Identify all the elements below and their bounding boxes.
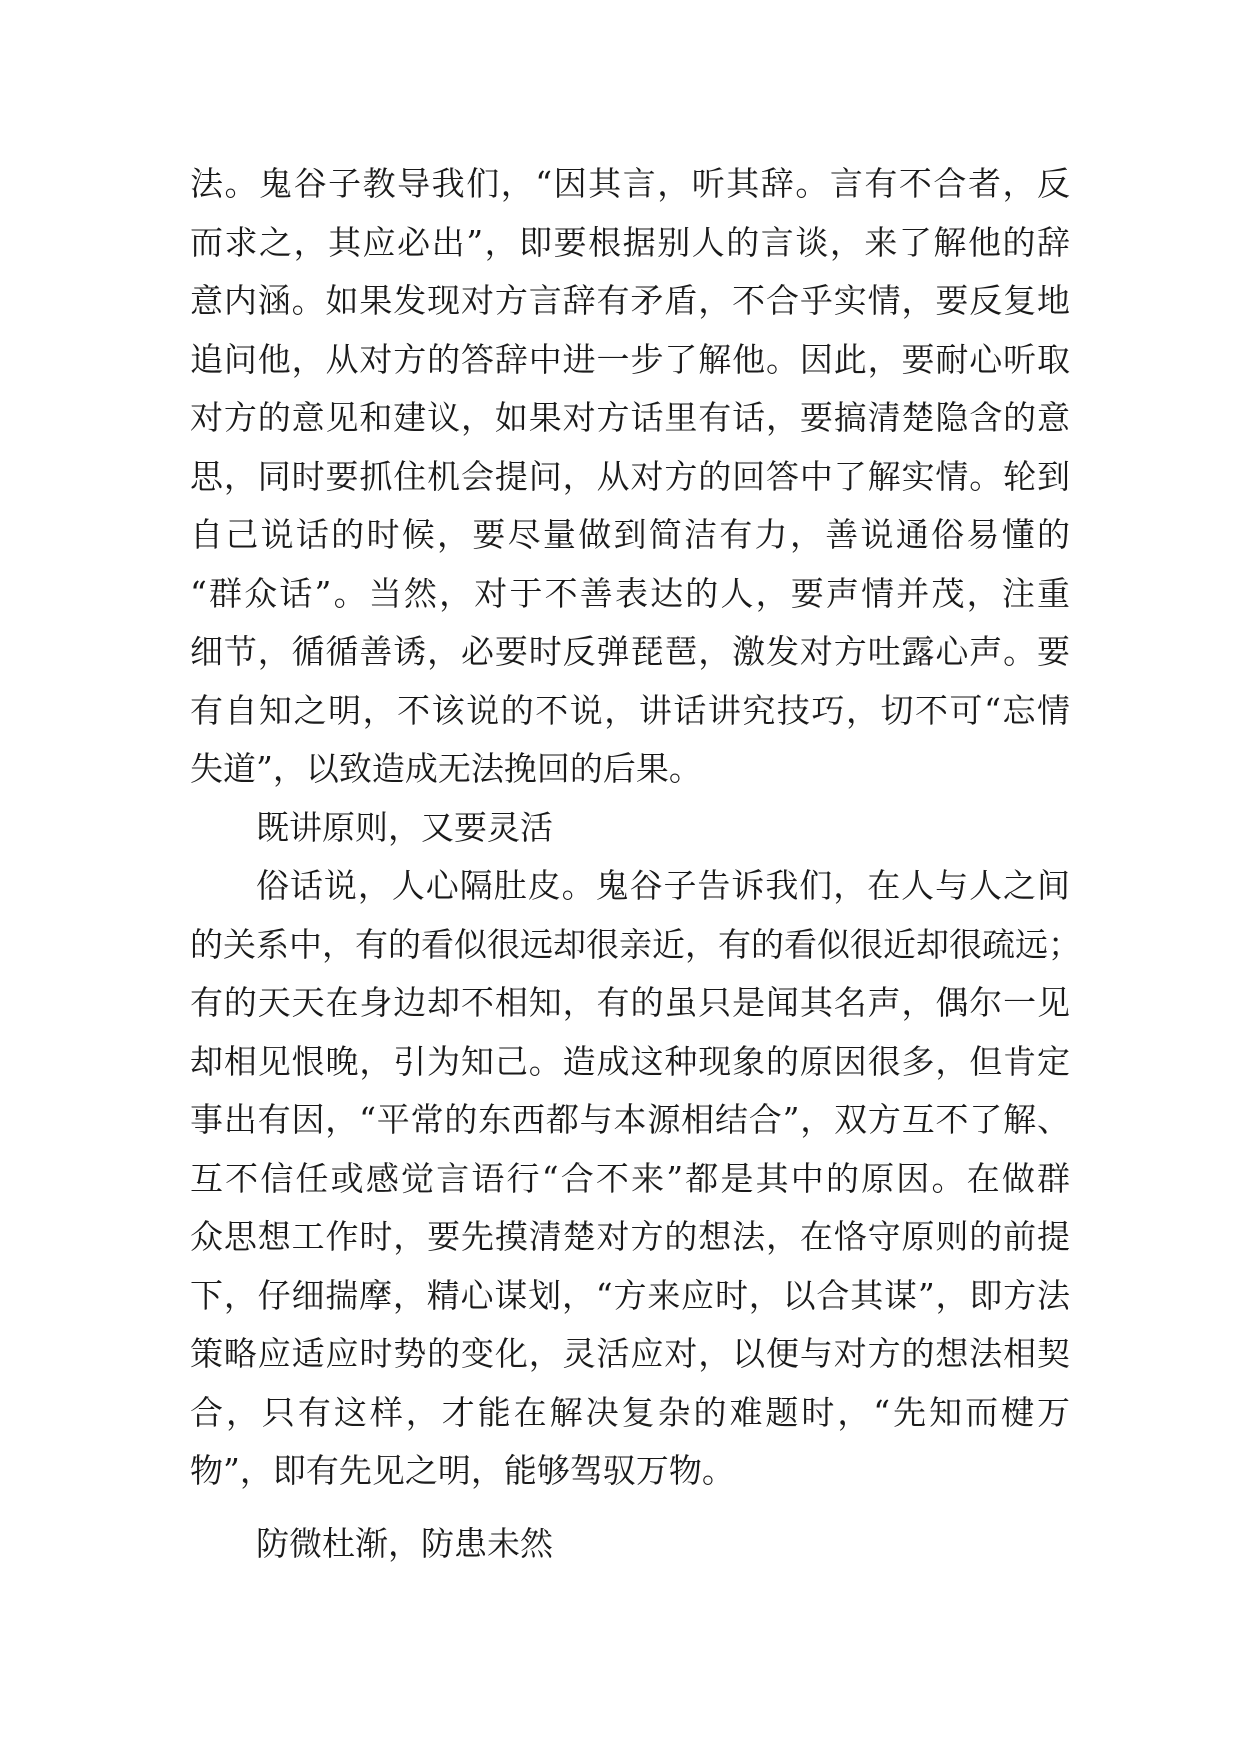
text-line: 事出有因，“平常的东西都与本源相结合”，双方互不了解、 — [190, 1100, 1070, 1139]
text-line: 法。鬼谷子教导我们，“因其言，听其辞。言有不合者，反 — [190, 164, 1070, 203]
section-heading: 既讲原则，又要灵活 — [256, 807, 553, 847]
text-line: 却相见恨晚，引为知己。造成这种现象的原因很多，但肯定 — [190, 1041, 1070, 1081]
paragraph-listening — [190, 155, 1070, 799]
text-line: 有自知之明，不该说的不说，讲话讲究技巧，切不可“忘情 — [190, 690, 1070, 730]
text-line: 的关系中，有的看似很远却很亲近，有的看似很近却很疏远； — [190, 924, 1081, 964]
text-line: 互不信任或感觉言语行“合不来”都是其中的原因。在做群 — [190, 1158, 1070, 1198]
text-line: 众思想工作时，要先摸清楚对方的想法，在恪守原则的前提 — [190, 1217, 1070, 1256]
text-line: 俗话说，人心隔肚皮。鬼谷子告诉我们，在人与人之间 — [256, 866, 1070, 905]
text-line: 有的天天在身边却不相知，有的虽只是闻其名声，偶尔一见 — [190, 983, 1070, 1022]
text-line: 失道”，以致造成无法挽回的后果。 — [190, 749, 702, 788]
text-line: 自己说话的时候，要尽量做到简洁有力，善说通俗易懂的 — [190, 515, 1070, 554]
document-body — [190, 155, 1081, 1573]
text-line: 合，只有这样，才能在解决复杂的难题时，“先知而楗万 — [190, 1392, 1070, 1432]
text-line: 对方的意见和建议，如果对方话里有话，要搞清楚隐含的意 — [190, 398, 1070, 437]
paragraph-gap — [190, 1501, 1070, 1515]
section-heading: 防微杜渐，防患未然 — [256, 1523, 553, 1563]
text-line: “群众话”。当然，对于不善表达的人，要声情并茂，注重 — [190, 573, 1070, 613]
text-line: 追问他，从对方的答辞中进一步了解他。因此，要耐心听取 — [190, 339, 1070, 379]
text-line: 物”，即有先见之明，能够驾驭万物。 — [190, 1451, 735, 1490]
text-line: 意内涵。如果发现对方言辞有矛盾，不合乎实情，要反复地 — [190, 281, 1070, 320]
text-line: 下，仔细揣摩，精心谋划，“方来应时，以合其谋”，即方法 — [190, 1275, 1070, 1315]
text-line: 细节，循循善诱，必要时反弹琵琶，激发对方吐露心声。要 — [190, 632, 1070, 671]
text-line: 而求之，其应必出”，即要根据别人的言谈，来了解他的辞 — [190, 222, 1070, 262]
text-line: 思，同时要抓住机会提问，从对方的回答中了解实情。轮到 — [190, 456, 1070, 496]
text-line: 策略应适应时势的变化，灵活应对，以便与对方的想法相契 — [190, 1334, 1070, 1373]
paragraph-principle — [190, 857, 1081, 1501]
